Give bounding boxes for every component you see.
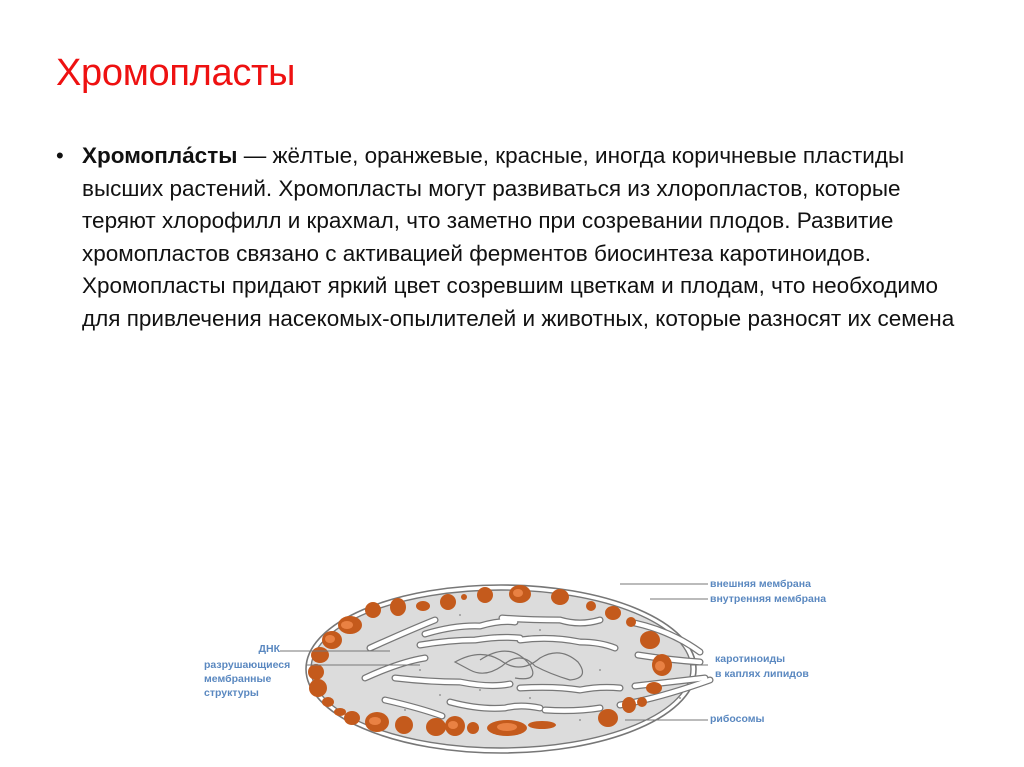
label-dna: ДНК [258,643,280,655]
label-inner-membrane: внутренняя мембрана [710,593,827,605]
label-carotenoids-line2: в каплях липидов [715,668,809,680]
label-degrading-membranes-line3: структуры [204,687,259,699]
bullet-paragraph [82,140,972,335]
bullet-term: Хромопла́сты [82,143,238,168]
label-degrading-membranes-line1: разрушающиеся [204,659,291,671]
label-degrading-membranes-line2: мембранные [204,673,272,685]
slide-title: Хромопласты [56,52,296,94]
bullet-icon: • [56,143,64,168]
label-carotenoids-line1: каротиноиды [715,653,786,665]
bullet-description: — жёлтые, оранжевые, красные, иногда коричневые пластиды высших растений. Хромопласты могут развиваться из хлоропластов, которые теряют хлорофилл и крахмал, что заметно при созревании плодов. Развитие хромопластов связано с активацией ферментов биосинтеза каротиноидов. Хромопласты придают яркий цвет созревшим цветкам и плодам, что необходимо для привлечения насекомых-опылителей и животных, которые разносят их семена [82,143,955,331]
bullet-item [56,140,976,335]
chromoplast-diagram [180,570,860,760]
label-ribosomes: рибосомы [710,713,765,725]
label-outer-membrane: внешняя мембрана [710,578,811,590]
bullet-list [56,140,976,335]
